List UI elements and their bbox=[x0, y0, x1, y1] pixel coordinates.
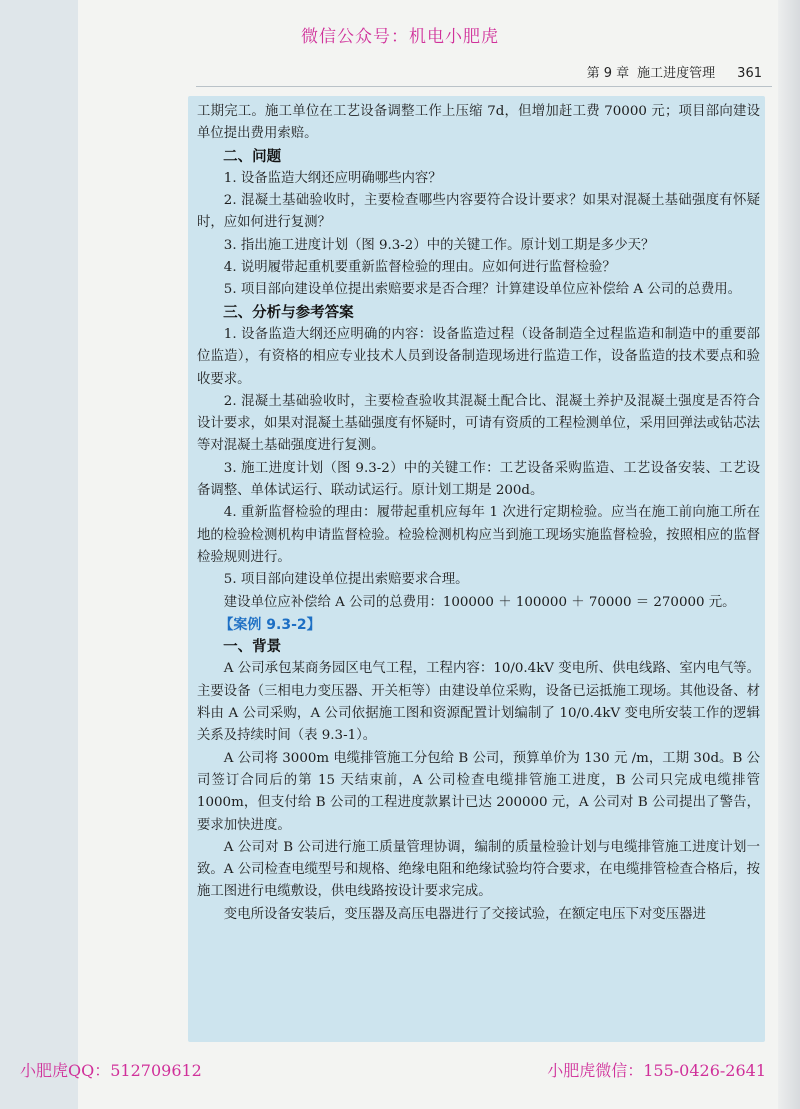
answer-item: 5. 项目部向建设单位提出索赔要求合理。 bbox=[223, 572, 469, 588]
page-edge-shadow bbox=[778, 0, 800, 1109]
background-paragraph: A 公司承包某商务园区电气工程，工程内容：10/0.4kV 变电所、供电线路、室内电气等。主要设备（三相电力变压器、开关柜等）由建设单位采购，设备已运抵施工现场。其他设备、材料由 A 公司采购，A 公司依据施工图和资源配置计划编制了 10/0.4kV 变电所安装工作的逻辑关系及持续时间（表 9.3-1）。 bbox=[197, 661, 760, 744]
chapter-title: 施工进度管理 bbox=[637, 66, 716, 81]
answer-item: 3. 施工进度计划（图 9.3-2）中的关键工作：工艺设备采购监造、工艺设备安装、工艺设备调整、单体试运行、联动试运行。原计划工期是 200d。 bbox=[197, 460, 760, 499]
left-margin-strip bbox=[0, 0, 78, 1109]
question-item: 5. 项目部向建设单位提出索赔要求是否合理？计算建设单位应补偿给 A 公司的总费用。 bbox=[223, 282, 742, 298]
background-heading: 一、背景 bbox=[223, 639, 282, 656]
running-header bbox=[579, 62, 762, 81]
answer-item: 2. 混凝土基础验收时，主要检查验收其混凝土配合比、混凝土养护及混凝土强度是否符合设计要求，如果对混凝土基础强度有怀疑时，可请有资质的工程检测单位，采用回弹法或钻芯法等对混凝土基础强度进行复测。 bbox=[197, 393, 760, 454]
case-label: 【案例 9.3-2】 bbox=[219, 616, 321, 633]
answer-item: 4. 重新监督检验的理由：履带起重机应每年 1 次进行定期检验。应当在施工前向施工所在地的检验检测机构申请监督检验。检验检测机构应当到施工现场实施监督检验，按照相应的监督检验规则进行。 bbox=[197, 505, 760, 565]
background-paragraph: A 公司将 3000m 电缆排管施工分包给 B 公司，预算单价为 130 元 /m，工期 30d。B 公司签订合同后的第 15 天结束前，A 公司检查电缆排管施工进度，B 公司只完成电缆排管 1000m，但支付给 B 公司的工程进度款累计已达 200000 元，A 公司对 B 公司提出了警告，要求加快进度。 bbox=[197, 750, 760, 833]
questions-heading: 二、问题 bbox=[223, 148, 282, 165]
header-rule bbox=[196, 86, 772, 87]
question-item: 3. 指出施工进度计划（图 9.3-2）中的关键工作。原计划工期是多少天？ bbox=[223, 237, 655, 253]
answers-heading: 三、分析与参考答案 bbox=[223, 304, 354, 321]
question-item: 4. 说明履带起重机要重新监督检验的理由。应如何进行监督检验？ bbox=[223, 260, 616, 276]
chapter-number: 第 9 章 bbox=[586, 66, 630, 81]
paragraph-continued: 工期完工。施工单位在工艺设备调整工作上压缩 7d，但增加赶工费 70000 元；项目部向建设单位提出费用索赔。 bbox=[197, 104, 760, 142]
watermark-bottom-right: 小肥虎微信：155-0426-2641 bbox=[547, 1061, 766, 1080]
question-item: 1. 设备监造大纲还应明确哪些内容？ bbox=[223, 170, 442, 186]
background-paragraph: A 公司对 B 公司进行施工质量管理协调，编制的质量检验计划与电缆排管施工进度计划一致。A 公司检查电缆型号和规格、绝缘电阻和绝缘试验均符合要求，在电缆排管检查合格后，按施工图进行电缆敷设，供电线路按设计要求完成。 bbox=[197, 839, 760, 900]
answer-item: 建设单位应补偿给 A 公司的总费用：100000 ＋ 100000 ＋ 70000 ＝ 270000 元。 bbox=[223, 594, 736, 610]
page-number: 361 bbox=[737, 66, 762, 81]
question-item: 2. 混凝土基础验收时，主要检查哪些内容要符合设计要求？如果对混凝土基础强度有怀疑时，应如何进行复测？ bbox=[197, 193, 760, 231]
answer-item: 1. 设备监造大纲还应明确的内容：设备监造过程（设备制造全过程监造和制造中的重要部位监造），有资格的相应专业技术人员到设备制造现场进行监造工作，设备监造的技术要点和验收要求。 bbox=[197, 326, 760, 387]
watermark-top: 微信公众号：机电小肥虎 bbox=[301, 27, 499, 47]
body-text bbox=[197, 101, 760, 926]
watermark-bottom-left: 小肥虎QQ：512709612 bbox=[20, 1061, 202, 1080]
background-paragraph: 变电所设备安装后，变压器及高压电器进行了交接试验，在额定电压下对变压器进 bbox=[223, 906, 706, 922]
